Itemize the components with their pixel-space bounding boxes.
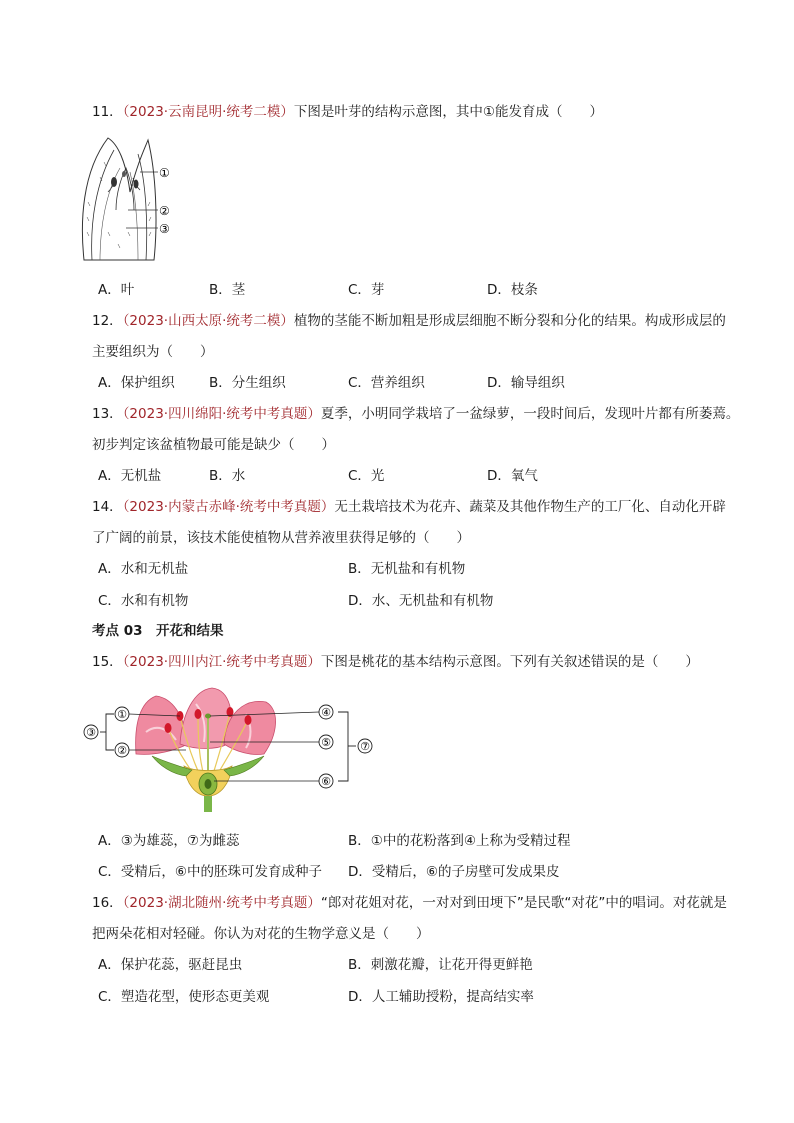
leaf-bud-diagram: [78, 132, 208, 264]
option-d: D．受精后，⑥的子房壁可发成果皮: [348, 864, 560, 880]
option-c: C．水和有机物: [98, 593, 189, 609]
diagram-label-2: ②: [159, 204, 170, 218]
diagram-label-3: ③: [86, 726, 96, 739]
question-number: 13．: [92, 406, 123, 422]
option-a: A．叶: [98, 282, 135, 298]
question-text: 夏季，小明同学栽培了一盆绿萝，一段时间后，发现叶片都有所萎蔫。: [320, 406, 740, 422]
option-a: A．③为雄蕊，⑦为雌蕊: [98, 833, 240, 849]
question-source: （2023·内蒙古赤峰·统考中考真题）: [122, 499, 335, 515]
question-number: 11．: [92, 104, 123, 120]
option-d: D．枝条: [487, 282, 538, 298]
question-16: [92, 894, 727, 912]
question-text-cont: 主要组织为（ ）: [92, 344, 214, 360]
diagram-label-5: ⑤: [321, 736, 331, 749]
question-14: [92, 498, 726, 516]
diagram-label-1: ①: [159, 166, 170, 180]
option-c: C．受精后，⑥中的胚珠可发育成种子: [98, 864, 323, 880]
option-d: D．输导组织: [487, 375, 565, 391]
question-15: [92, 653, 699, 671]
diagram-label-3: ③: [159, 222, 170, 236]
question-text: 下图是桃花的基本结构示意图。下列有关叙述错误的是（ ）: [320, 654, 699, 670]
option-d: D．氧气: [487, 468, 538, 484]
question-source: （2023·湖北随州·统考中考真题）: [122, 895, 321, 911]
option-a: A．保护组织: [98, 375, 175, 391]
option-b: B．水: [209, 468, 246, 484]
option-c: C．光: [348, 468, 385, 484]
question-number: 12．: [92, 313, 123, 329]
option-a: A．保护花蕊，驱赶昆虫: [98, 957, 243, 973]
option-b: B．刺激花瓣，让花开得更鲜艳: [348, 957, 533, 973]
question-source: （2023·云南昆明·统考二模）: [122, 104, 294, 120]
question-source: （2023·四川绵阳·统考中考真题）: [122, 406, 321, 422]
diagram-label-2: ②: [117, 744, 127, 757]
option-d: D．人工辅助授粉，提高结实率: [348, 989, 534, 1005]
question-source: （2023·山西太原·统考二模）: [122, 313, 294, 329]
option-c: C．营养组织: [348, 375, 425, 391]
question-number: 15．: [92, 654, 123, 670]
question-number: 14．: [92, 499, 123, 515]
question-13: [92, 405, 739, 423]
question-text-cont: 初步判定该盆植物最可能是缺少（ ）: [92, 437, 335, 453]
diagram-label-1: ①: [117, 708, 127, 721]
option-c: C．芽: [348, 282, 385, 298]
option-c: C．塑造花型，使形态更美观: [98, 989, 270, 1005]
option-d: D．水、无机盐和有机物: [348, 593, 494, 609]
option-b: B．无机盐和有机物: [348, 561, 466, 577]
question-11: [92, 103, 603, 121]
question-source: （2023·四川内江·统考中考真题）: [122, 654, 321, 670]
question-number: 16．: [92, 895, 123, 911]
diagram-label-4: ④: [321, 706, 331, 719]
option-a: A．水和无机盐: [98, 561, 189, 577]
diagram-label-7: ⑦: [360, 740, 370, 753]
question-text: 无土栽培技术为花卉、蔬菜及其他作物生产的工厂化、自动化开辟: [334, 499, 726, 515]
question-text: 下图是叶芽的结构示意图，其中①能发育成（ ）: [293, 104, 603, 120]
section-title: 考点 03 开花和结果: [92, 623, 224, 639]
question-12: [92, 312, 726, 330]
option-b: B．分生组织: [209, 375, 286, 391]
option-b: B．茎: [209, 282, 246, 298]
option-a: A．无机盐: [98, 468, 162, 484]
option-b: B．①中的花粉落到④上称为受精过程: [348, 833, 571, 849]
question-text-cont: 了广阔的前景，该技术能使植物从营养液里获得足够的（ ）: [92, 530, 470, 546]
question-text: 植物的茎能不断加粗是形成层细胞不断分裂和分化的结果。构成形成层的: [293, 313, 726, 329]
question-text-cont: 把两朵花相对轻碰。你认为对花的生物学意义是（ ）: [92, 926, 430, 942]
diagram-label-6: ⑥: [321, 775, 331, 788]
question-text: “郎对花姐对花，一对对到田埂下”是民歌“对花”中的唱词。对花就是: [320, 895, 727, 911]
peach-flower-diagram: [76, 684, 386, 814]
